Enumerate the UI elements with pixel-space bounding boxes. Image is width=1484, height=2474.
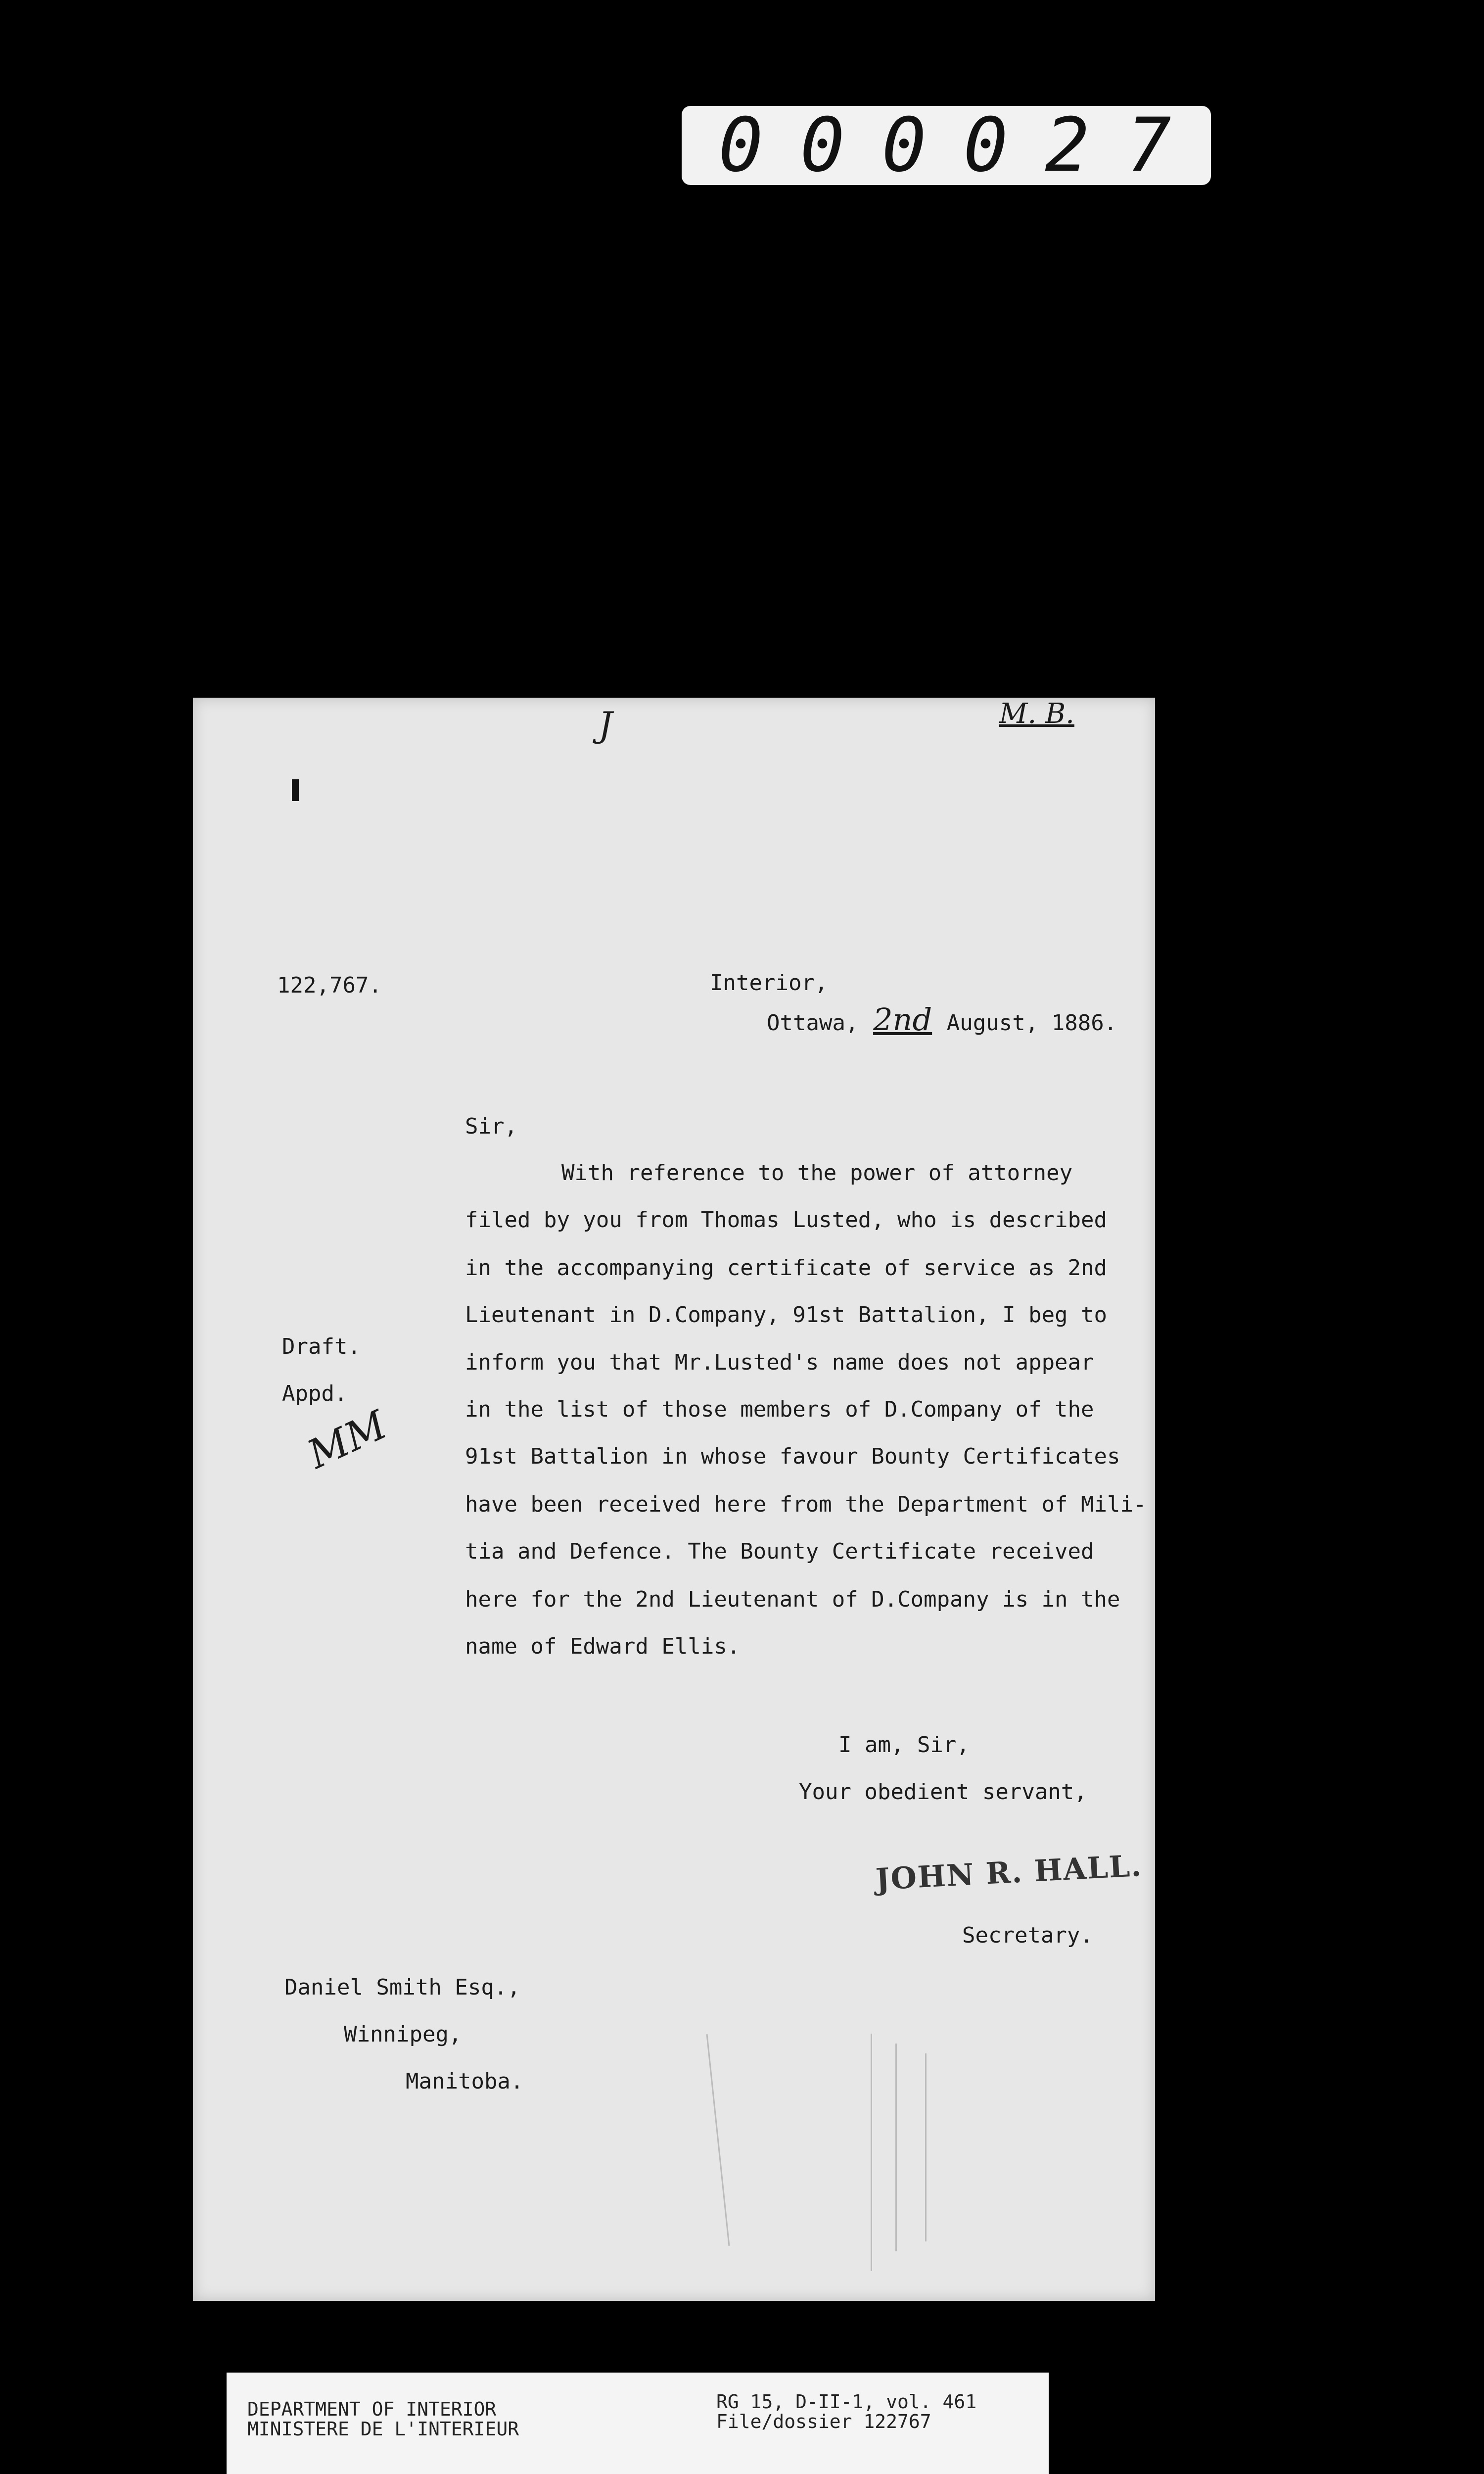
salutation: Sir, [465,1114,517,1139]
dept-english: DEPARTMENT OF INTERIOR [247,2398,497,2420]
file-number: 122,767. [277,973,382,998]
scan-streak [925,2053,927,2241]
frame-digit: 0 [963,102,1011,189]
body-line: have been received here from the Department of Mili- [465,1492,1147,1517]
margin-draft: Draft. [282,1334,361,1359]
file-dossier: File/dossier 122767 [716,2411,931,2432]
body-line: tia and Defence. The Bounty Certificate received [465,1539,1094,1564]
margin-appd: Appd. [282,1381,348,1406]
scan-streak [871,2034,872,2271]
dept-french: MINISTERE DE L'INTERIEUR [247,2418,519,2440]
date-day: 2nd [873,1001,932,1038]
frame-digit: 0 [718,102,766,189]
addressee-province: Manitoba. [406,2069,524,2094]
scan-streak [895,2044,897,2251]
date-line [767,1001,1117,1038]
body-line: inform you that Mr.Lusted's name does not appear [465,1350,1094,1375]
corner-initials: M. B. [999,698,1074,730]
frame-digit: 7 [1126,102,1174,189]
addressee-name: Daniel Smith Esq., [284,1975,520,2000]
body-line: name of Edward Ellis. [465,1634,741,1659]
reference-number: RG 15, D-II-1, vol. 461 [716,2391,977,2413]
closing-line: I am, Sir, [838,1732,970,1758]
addressee-city: Winnipeg, [344,2022,462,2047]
place-heading: Interior, [710,970,828,996]
frame-counter [682,102,1211,189]
frame-digit: 0 [800,102,848,189]
reference-label [227,2373,1049,2474]
body-line: With reference to the power of attorney [561,1160,1073,1186]
letter-page [193,698,1155,2301]
frame-digit: 0 [881,102,929,189]
frame-digit: 2 [1045,102,1093,189]
body-line: here for the 2nd Lieutenant of D.Company is in the [465,1587,1120,1612]
closing-line: Your obedient servant, [799,1779,1087,1805]
top-mark: J [599,705,613,745]
body-line: filed by you from Thomas Lusted, who is described [465,1207,1108,1233]
signature-title: Secretary. [962,1923,1093,1948]
date-rest: August, 1886. [946,1010,1117,1036]
body-line: 91st Battalion in whose favour Bounty Certificates [465,1444,1120,1469]
signature-stamp: JOHN R. HALL. [875,1848,1143,1898]
scan-streak [706,2034,730,2246]
margin-initials: MM [300,1401,394,1478]
body-line: Lieutenant in D.Company, 91st Battalion, I beg to [465,1302,1108,1328]
date-city: Ottawa, [767,1010,859,1036]
body-line: in the accompanying certificate of service as 2nd [465,1255,1108,1281]
body-line: in the list of those members of D.Company of the [465,1397,1094,1422]
scan-speck [292,779,299,801]
